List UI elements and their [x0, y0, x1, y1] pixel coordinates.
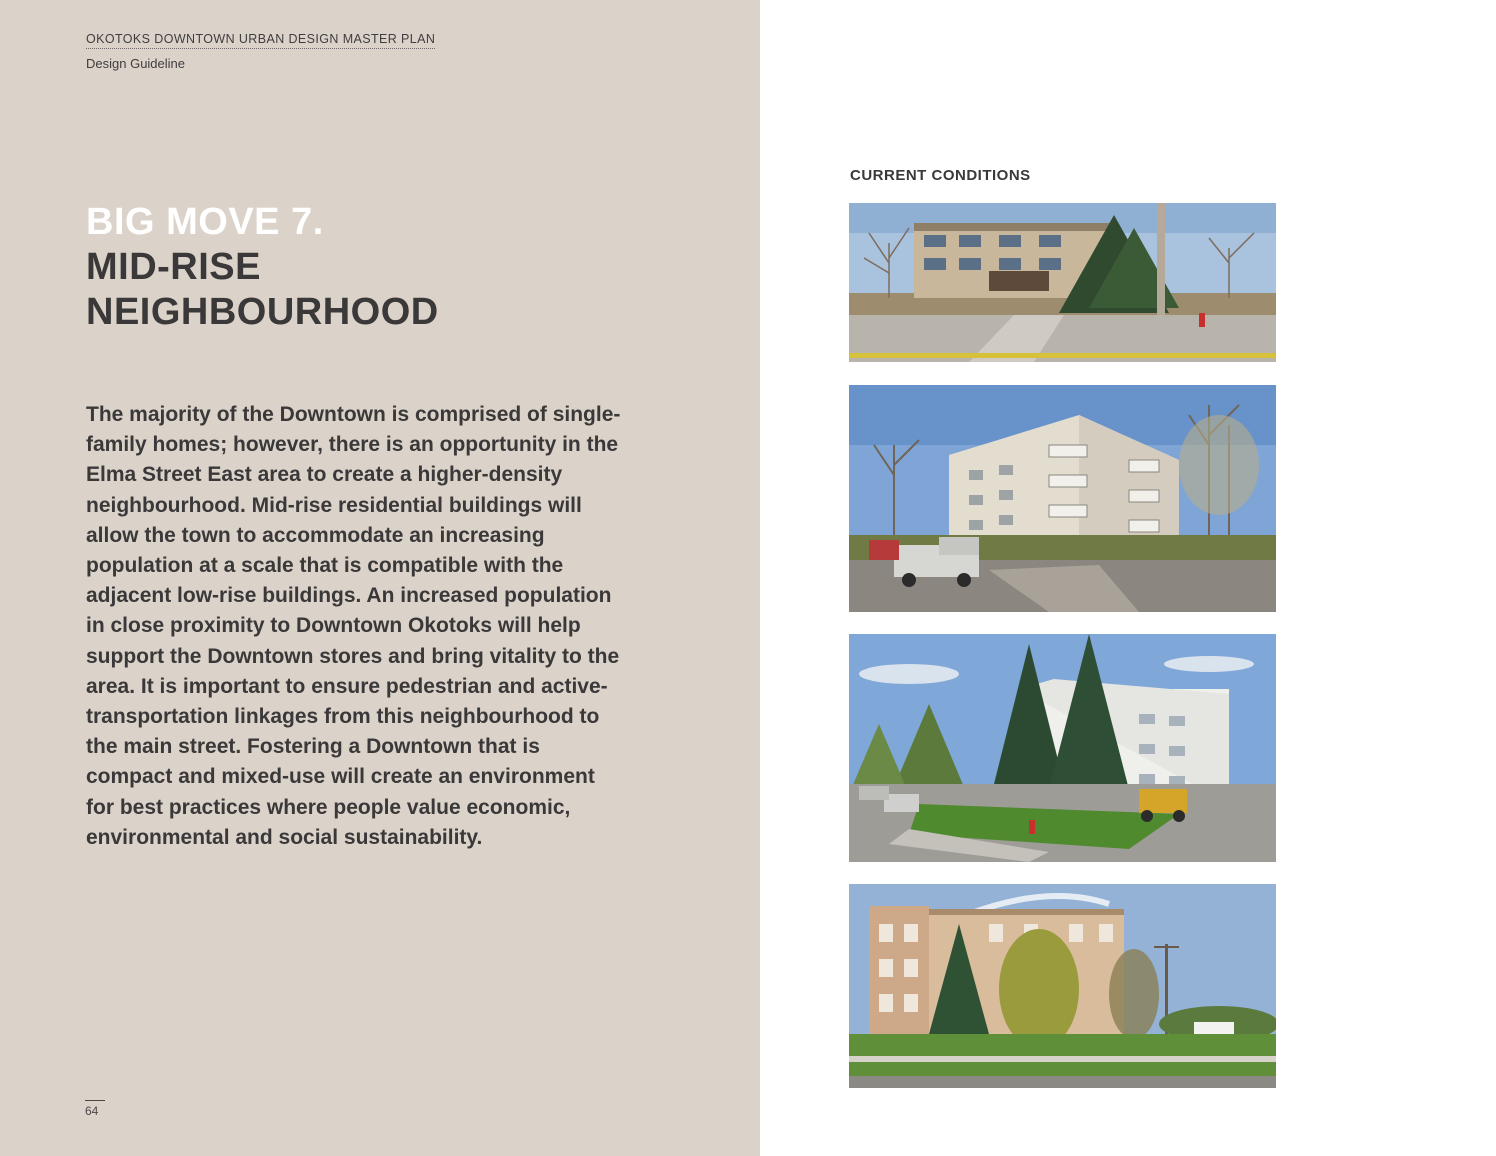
- heading-kicker: BIG MOVE 7.: [86, 201, 324, 243]
- document-title: OKOTOKS DOWNTOWN URBAN DESIGN MASTER PLAN: [86, 32, 435, 49]
- photo-apartment-4: [849, 884, 1276, 1088]
- body-paragraph: The majority of the Downtown is comprised of single-family homes; however, there is an opportunity in the Elma Street East area to create a higher-density neighbourhood. Mid-rise residential buildings will allow the town to accommodate an increasing population at a scale that is compatible with the adjacent low-rise buildings. An increased population in close proximity to Downtown Okotoks will help support the Downtown stores and bring vitality to the area. It is important to ensure pedestrian and active-transportation linkages from this neighbourhood to the main street. Fostering a Downtown that is compact and mixed-use will create an environment for best practices where people value economic, environmental and social sustainability.: [86, 403, 621, 849]
- heading-line-2: NEIGHBOURHOOD: [86, 291, 439, 333]
- photo-apartment-2: [849, 385, 1276, 612]
- section-subtitle: Design Guideline: [86, 56, 186, 71]
- heading-line-1: MID-RISE: [86, 246, 261, 288]
- photo-apartment-3: [849, 634, 1276, 862]
- photo-apartment-1: [849, 203, 1276, 362]
- page-heading: [86, 200, 439, 335]
- page-number: 64: [85, 1100, 105, 1118]
- current-conditions-label: CURRENT CONDITIONS: [850, 167, 1031, 184]
